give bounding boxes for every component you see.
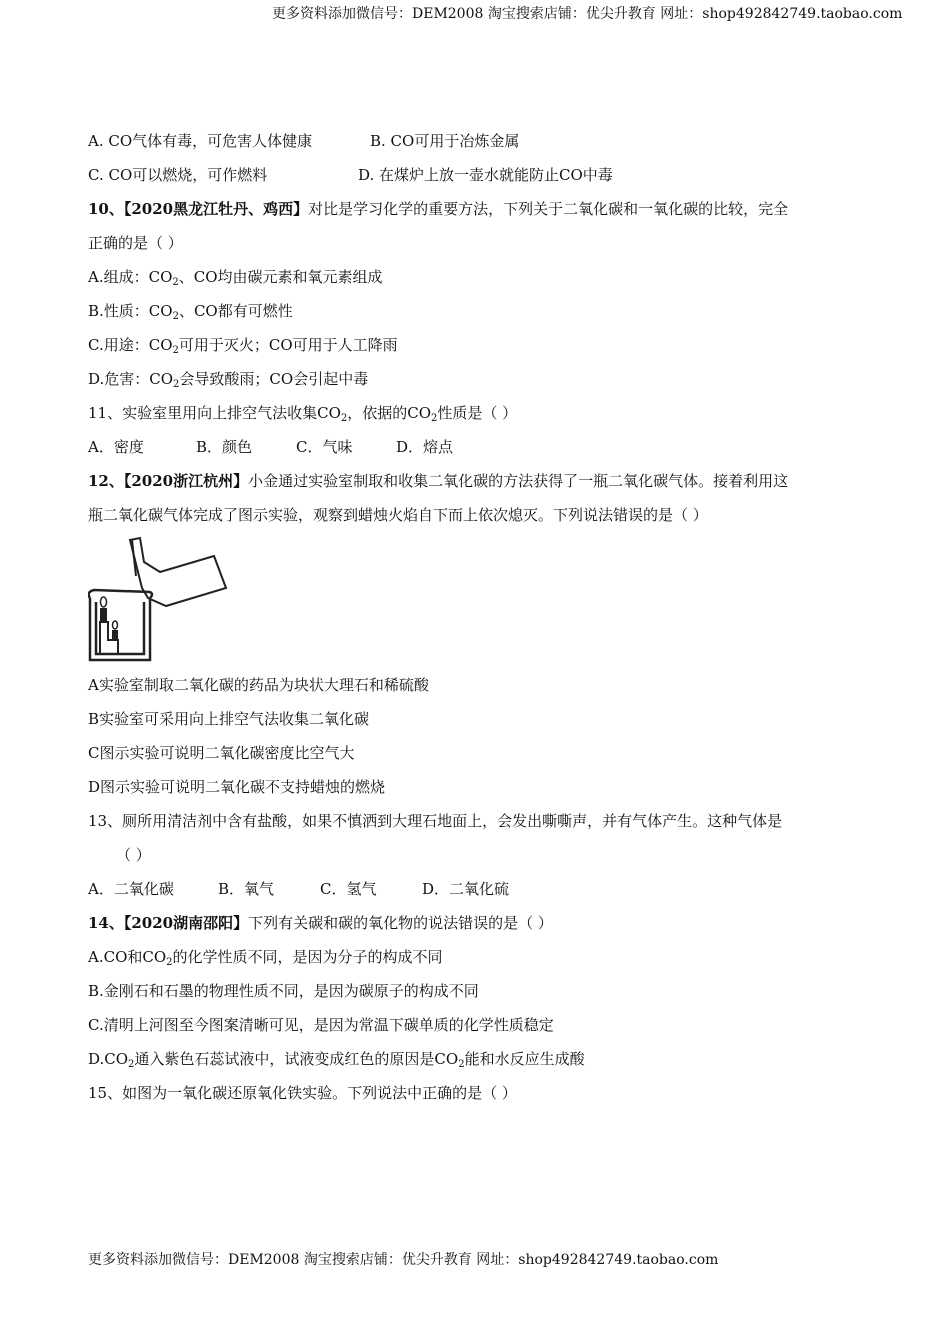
q14-d-mid: 通入紫色石蕊试液中，试液变成红色的原因是CO: [134, 1050, 459, 1068]
q14-d-sub-2: 2: [458, 1059, 465, 1070]
q10-option-c: [88, 328, 864, 362]
q12-stem-text: 小金通过实验室制取和收集二氧化碳的方法获得了一瓶二氧化碳气体。接着利用这: [248, 472, 789, 490]
q10-d-pre: D.危害：CO: [88, 370, 174, 388]
q13-option-b: B．氧气: [218, 880, 275, 898]
q9-options-row2: [88, 158, 864, 192]
q11-option-d: D．熔点: [396, 438, 454, 456]
q12-stem-line2: 瓶二氧化碳气体完成了图示实验，观察到蜡烛火焰自下而上依次熄灭。下列说法错误的是（ ）: [88, 506, 708, 524]
q10-stem-line2: 正确的是（ ）: [88, 234, 183, 252]
q12-stem-line1: [88, 464, 864, 498]
q9-option-d: D. 在煤炉上放一壶水就能防止CO中毒: [358, 166, 613, 184]
q10-option-a: [88, 260, 864, 294]
q10-stem-line1: [88, 192, 864, 226]
q10-d-sub: 2: [173, 379, 180, 390]
q14-d-pre: D.CO: [88, 1050, 129, 1068]
q11-options: [88, 430, 864, 464]
q11-sub-1: 2: [340, 413, 348, 424]
q13-option-a: A．二氧化碳: [88, 880, 174, 898]
q14-option-a: [88, 940, 864, 974]
q10-option-b: [88, 294, 864, 328]
q13-stem-line2: （ ）: [116, 846, 151, 864]
q10-option-d: [88, 362, 864, 396]
beaker-icon: [89, 590, 152, 660]
q14-d-post: 能和水反应生成酸: [464, 1050, 585, 1068]
q10-b-pre: B.性质：CO: [88, 302, 173, 320]
page-header: 更多资料添加微信号：DEM2008 淘宝搜索店铺：优尖升教育 网址：shop492842749.taobao.com: [272, 6, 903, 22]
q14-a-post: 的化学性质不同，是因为分子的构成不同: [172, 948, 443, 966]
question-content: [88, 124, 864, 1110]
q12-number: 12、: [88, 472, 124, 490]
q14-number: 14、: [88, 914, 124, 932]
page-footer: 更多资料添加微信号：DEM2008 淘宝搜索店铺：优尖升教育 网址：shop492842749.taobao.com: [88, 1252, 719, 1268]
q13-stem-line1: 13、厕所用清洁剂中含有盐酸，如果不慎洒到大理石地面上，会发出嘶嘶声，并有气体产生。这种气体是: [88, 812, 783, 830]
q13-options: [88, 872, 864, 906]
q11-stem-mid: ，依据的CO: [347, 404, 432, 422]
q10-stem-text: 对比是学习化学的重要方法，下列关于二氧化碳和一氧化碳的比较，完全: [308, 200, 789, 218]
q12-option-d: D图示实验可说明二氧化碳不支持蜡烛的燃烧: [88, 778, 386, 796]
q10-source-tag: 【2020黑龙江牡丹、鸡西】: [123, 200, 309, 218]
q10-number: 10、: [88, 200, 124, 218]
q11-stem-pre: 11、实验室里用向上排空气法收集CO: [88, 404, 341, 422]
q12-source-tag: 【2020浙江杭州】: [123, 472, 249, 490]
q12-option-b: B实验室可采用向上排空气法收集二氧化碳: [88, 710, 370, 728]
q14-stem: [88, 906, 864, 940]
q11-sub-2: 2: [431, 413, 438, 424]
q14-stem-text: 下列有关碳和碳的氧化物的说法错误的是（ ）: [248, 914, 553, 932]
q10-d-post: 会导致酸雨；CO会引起中毒: [179, 370, 369, 388]
q14-option-b: B.金刚石和石墨的物理性质不同，是因为碳原子的构成不同: [88, 982, 479, 1000]
q10-c-post: 可用于灭火；CO可用于人工降雨: [178, 336, 398, 354]
co2-candle-experiment-figure: [88, 536, 864, 668]
q14-a-sub: 2: [166, 957, 173, 968]
q12-option-a: A实验室制取二氧化碳的药品为块状大理石和稀硫酸: [88, 676, 429, 694]
q14-a-pre: A.CO和CO: [88, 948, 167, 966]
q9-option-a: A. CO气体有毒，可危害人体健康: [88, 132, 313, 150]
q15-stem: 15、如图为一氧化碳还原氧化铁实验。下列说法中正确的是（ ）: [88, 1084, 517, 1102]
q10-b-sub: 2: [172, 311, 179, 322]
q13-option-d: D．二氧化硫: [422, 880, 510, 898]
q14-d-sub-1: 2: [128, 1059, 135, 1070]
q10-a-sub: 2: [172, 277, 179, 288]
q11-option-c: C．气味: [296, 438, 353, 456]
beaker-candle-diagram: [88, 536, 238, 668]
q12-option-c: C图示实验可说明二氧化碳密度比空气大: [88, 744, 355, 762]
q10-a-pre: A.组成：CO: [88, 268, 173, 286]
q10-a-post: 、CO均由碳元素和氧元素组成: [178, 268, 383, 286]
q14-option-d: [88, 1042, 864, 1076]
q11-option-a: A．密度: [88, 438, 144, 456]
q11-option-b: B．颜色: [196, 438, 253, 456]
q11-stem-post: 性质是（ ）: [437, 404, 518, 422]
q10-b-post: 、CO都有可燃性: [178, 302, 293, 320]
q10-c-pre: C.用途：CO: [88, 336, 173, 354]
q9-option-c: C. CO可以燃烧，可作燃料: [88, 166, 268, 184]
q14-source-tag: 【2020湖南邵阳】: [123, 914, 249, 932]
q9-options-row1: [88, 124, 864, 158]
q13-option-c: C．氢气: [320, 880, 377, 898]
q9-option-b: B. CO可用于冶炼金属: [370, 132, 520, 150]
q10-c-sub: 2: [172, 345, 179, 356]
gas-jar-icon: [130, 538, 226, 606]
q11-stem: [88, 396, 864, 430]
q14-option-c: C.清明上河图至今图案清晰可见，是因为常温下碳单质的化学性质稳定: [88, 1016, 554, 1034]
